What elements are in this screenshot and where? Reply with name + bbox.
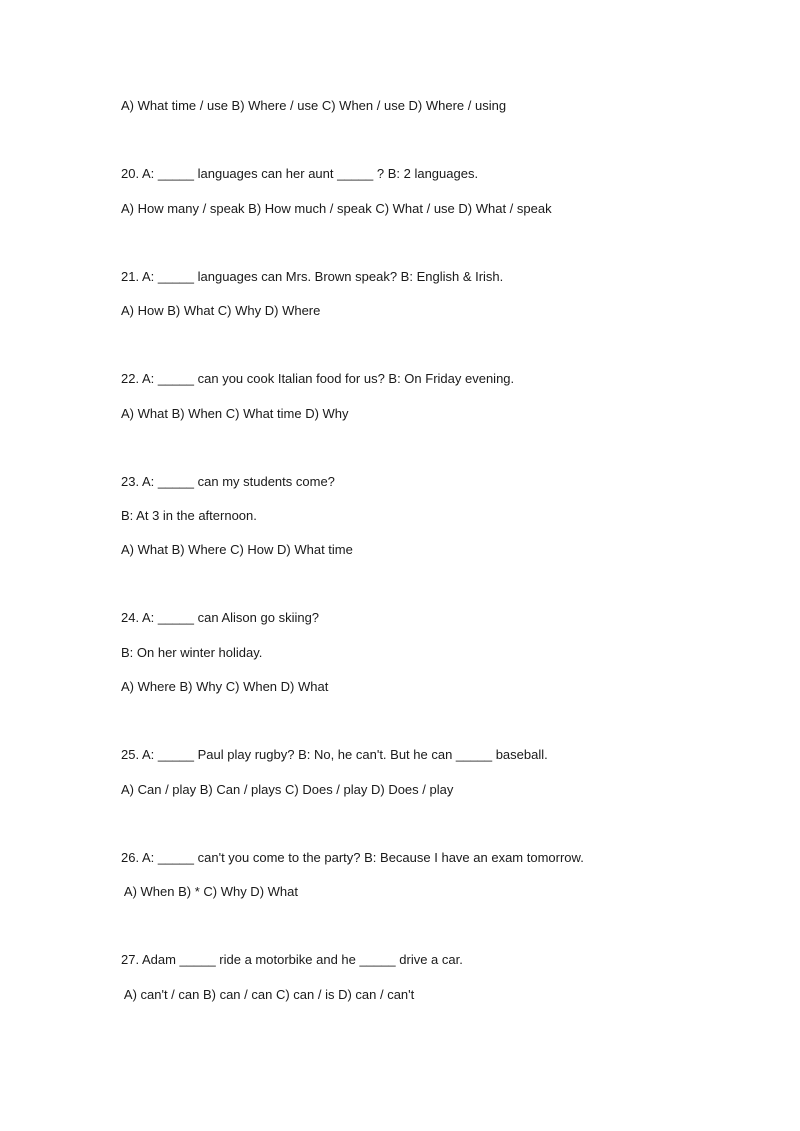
- q26-options: A) When B) * C) Why D) What: [121, 884, 298, 899]
- q22-question: 22. A: _____ can you cook Italian food for us? B: On Friday evening.: [121, 371, 515, 386]
- q27-options: A) can't / can B) can / can C) can / is D) can / can't: [121, 987, 415, 1002]
- q19-options: A) What time / use B) Where / use C) When / use D) Where / using: [121, 98, 507, 113]
- q24-options: A) Where B) Why C) When D) What: [121, 679, 329, 694]
- q25-question: 25. A: _____ Paul play rugby? B: No, he can't. But he can _____ baseball.: [121, 747, 548, 762]
- q22-options: A) What B) When C) What time D) Why: [121, 406, 349, 421]
- q21-question: 21. A: _____ languages can Mrs. Brown speak? B: English & Irish.: [121, 269, 504, 284]
- q23-options: A) What B) Where C) How D) What time: [121, 542, 353, 557]
- q24-question: 24. A: _____ can Alison go skiing?: [121, 610, 320, 625]
- q20-question: 20. A: _____ languages can her aunt _____ ? B: 2 languages.: [121, 166, 479, 181]
- q20-options: A) How many / speak B) How much / speak C) What / use D) What / speak: [121, 201, 552, 216]
- q24-answer: B: On her winter holiday.: [121, 645, 263, 660]
- q21-options: A) How B) What C) Why D) Where: [121, 303, 321, 318]
- q27-question: 27. Adam _____ ride a motorbike and he _____ drive a car.: [121, 952, 463, 967]
- q23-answer: B: At 3 in the afternoon.: [121, 508, 257, 523]
- q25-options: A) Can / play B) Can / plays C) Does / play D) Does / play: [121, 782, 454, 797]
- q26-question: 26. A: _____ can't you come to the party? B: Because I have an exam tomorrow.: [121, 850, 584, 865]
- q23-question: 23. A: _____ can my students come?: [121, 474, 335, 489]
